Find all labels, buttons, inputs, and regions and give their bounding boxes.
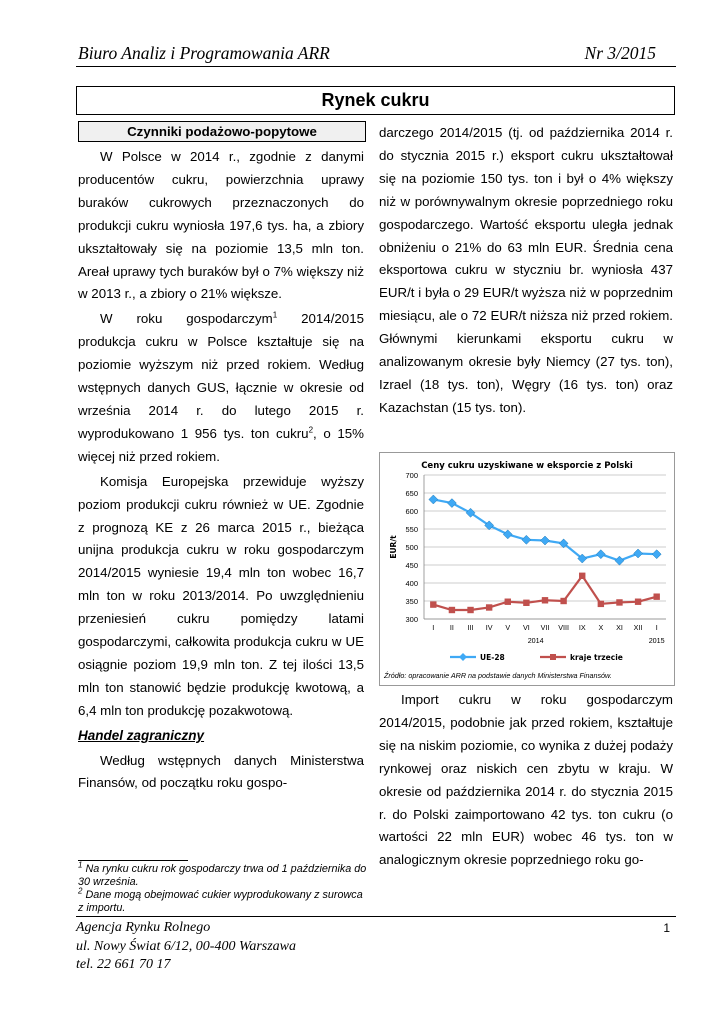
chart-canvas xyxy=(380,453,674,685)
paragraph: darczego 2014/2015 (tj. od października 2014 r. do stycznia 2015 r.) eksport cukru ukształtował się na poziomie 150 tys. ton i był o 4% większy niż w porównywalnym okresie poprzedniego roku gospodarczego. Wartość eksportu uległa jednak obniżeniu o 21% do 63 mln EUR. Średnia cena eksportowa cukru w styczniu br. wyniosła 437 EUR/t i była o 29 EUR/t wyższa niż w poprzednim miesiącu, ale o 72 EUR/t niższa niż przed rokiem. Głównymi kierunkami eksportu cukru w analizowanym okresie były Niemcy (27 tys. ton), Izrael (18 tys. ton), Węgry (16 tys. ton) oraz Kazachstan (15 tys. ton). xyxy=(379,125,673,415)
y-tick-label: 700 xyxy=(405,471,418,480)
data-point xyxy=(615,556,624,565)
legend-label: UE-28 xyxy=(480,653,505,662)
data-point xyxy=(486,604,492,610)
chart-title: Ceny cukru uzyskiwane w eksporcie z Polski xyxy=(421,461,633,471)
x-tick-label: V xyxy=(505,623,511,632)
section-heading: Handel zagraniczny xyxy=(78,727,205,743)
x-tick-label: II xyxy=(449,623,454,632)
left-column xyxy=(78,146,364,795)
page-footer xyxy=(76,916,676,975)
paragraph: Komisja Europejska przewiduje wyższy poziom produkcji cukru również w UE. Zgodnie z prognozą KE z 26 marca 2015 r., bieżąca unijna produkcja cukru w roku gospodarczym 2014/2015 wyniesie 19,4 mln ton wobec 16,7 mln ton w roku 2013/2014. Po uwzględnieniu przeniesień cukru pomiędzy latami gospodarczymi, całkowita produkcja cukru w UE osiągnie poziom 19,9 mln ton. Z tej ilości 13,5 mln ton stanowić będzie produkcję kwotową, a 6,4 mln ton produkcję pozakwotową. xyxy=(78,473,364,718)
chart-source: Źródło: opracowanie ARR na podstawie danych Ministerstwa Finansów. xyxy=(384,671,612,680)
series-line-kraje-trzecie xyxy=(433,576,656,610)
x-tick-label: I xyxy=(655,623,658,632)
data-point xyxy=(635,599,641,605)
right-column-top xyxy=(379,122,673,420)
data-point xyxy=(652,550,661,559)
x-tick-label: I xyxy=(432,623,435,632)
y-tick-label: 300 xyxy=(405,615,418,624)
data-point xyxy=(447,499,456,508)
legend-marker xyxy=(550,654,556,660)
data-point xyxy=(579,573,585,579)
year-label: 2014 xyxy=(527,636,544,645)
header-org: Biuro Analiz i Programowania ARR xyxy=(78,43,330,63)
data-point xyxy=(541,536,550,545)
page-title: Rynek cukru xyxy=(76,86,675,115)
x-tick-label: XI xyxy=(616,623,623,632)
data-point xyxy=(653,593,659,599)
x-tick-label: VIII xyxy=(558,623,570,632)
page-header xyxy=(76,42,676,67)
export-price-chart xyxy=(379,452,675,686)
data-point xyxy=(429,495,438,504)
footer-agency: Agencja Rynku Rolnego xyxy=(76,920,211,935)
footnote-divider xyxy=(78,860,188,861)
legend-marker xyxy=(459,653,467,661)
y-tick-label: 650 xyxy=(405,489,418,498)
data-point xyxy=(523,600,529,606)
data-point xyxy=(542,597,548,603)
paragraph: W Polsce w 2014 r., zgodnie z danymi producentów cukru, powierzchnia uprawy buraków cukrowych przeznaczonych do produkcji cukru wyniosła 197,6 tys. ha, a zbiory ukształtowały się na poziomie 13,5 mln ton. Areał uprawy tych buraków był o 7% większy niż w 2013 r., a zbiory o 21% większe. xyxy=(78,149,364,302)
x-tick-label: XII xyxy=(633,623,643,632)
data-point xyxy=(522,535,531,544)
data-point xyxy=(596,550,605,559)
data-point xyxy=(560,598,566,604)
series-line-ue28 xyxy=(433,499,656,560)
page-number: 1 xyxy=(663,921,670,935)
footer-address: ul. Nowy Świat 6/12, 00-400 Warszawa xyxy=(76,938,297,954)
data-point xyxy=(430,601,436,607)
y-tick-label: 600 xyxy=(405,507,418,516)
year-label: 2015 xyxy=(648,636,665,645)
data-point xyxy=(503,530,512,539)
paragraph: W roku gospodarczym$^1$ 2014/2015 produkcja cukru w Polsce kształtuje się na poziomie wyższym niż przed rokiem. Według wstępnych danych GUS, łącznie w okresie od września 2014 r. do lutego 2015 r. wyprodukowano 1 956 tys. ton cukru$^2$, o 15% więcej niż przed rokiem. xyxy=(78,310,364,464)
paragraph: Według wstępnych danych Ministerstwa Finansów, od początku roku gospo- xyxy=(78,752,364,791)
x-tick-label: IX xyxy=(578,623,586,632)
footnote-2: $^2$ Dane mogą obejmować cukier wyprodukowany z surowca z importu. xyxy=(78,886,363,914)
y-axis-label: EUR/t xyxy=(389,535,398,559)
x-tick-label: IV xyxy=(485,623,493,632)
x-tick-label: VI xyxy=(522,623,530,632)
data-point xyxy=(505,599,511,605)
section-subtitle: Czynniki podażowo-popytowe xyxy=(78,121,366,142)
x-tick-label: X xyxy=(598,623,604,632)
y-tick-label: 450 xyxy=(405,561,418,570)
footnote-1: $^1$ Na rynku cukru rok gospodarczy trwa od 1 października do 30 września. xyxy=(78,860,367,888)
legend-label: kraje trzecie xyxy=(570,653,623,662)
data-point xyxy=(634,549,643,558)
x-tick-label: VII xyxy=(540,623,550,632)
x-tick-label: III xyxy=(467,623,474,632)
footer-phone: tel. 22 661 70 17 xyxy=(76,957,171,972)
y-tick-label: 350 xyxy=(405,597,418,606)
data-point xyxy=(467,607,473,613)
y-tick-label: 550 xyxy=(405,525,418,534)
paragraph: Import cukru w roku gospodarczym 2014/2015, podobnie jak przed rokiem, kształtuje się na niskim poziomie, co wynika z dużej podaży rynkowej oraz niskich cen zbytu w kraju. W okresie od października 2014 r. do stycznia 2015 r. do Polski zaimportowano 42 tys. ton cukru (o wartości 22 mln EUR) wobec 46 tys. ton w analogicznym okresie poprzedniego roku go- xyxy=(379,692,673,868)
y-tick-label: 500 xyxy=(405,543,418,552)
y-tick-label: 400 xyxy=(405,579,418,588)
right-column-bottom xyxy=(379,689,673,872)
data-point xyxy=(616,599,622,605)
data-point xyxy=(449,607,455,613)
data-point xyxy=(598,601,604,607)
header-issue: Nr 3/2015 xyxy=(584,43,656,63)
